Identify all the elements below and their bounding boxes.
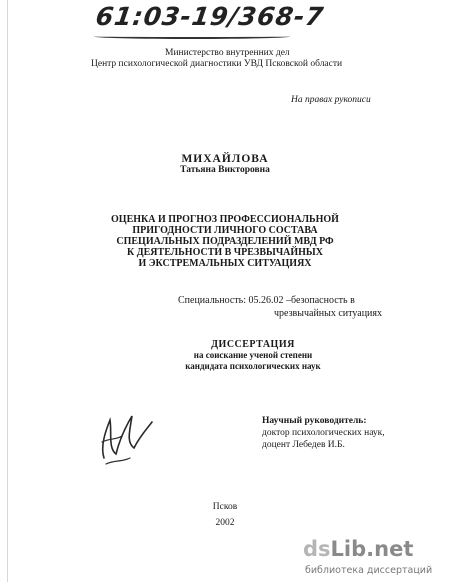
title-line: ОЦЕНКА И ПРОГНОЗ ПРОФЕССИОНАЛЬНОЙ [111,214,339,225]
rights-note: На правах рукописи [291,95,371,105]
watermark-subtitle: библиотека диссертаций [305,565,433,576]
year: 2002 [215,518,235,528]
dslib-watermark[interactable] [303,535,448,579]
watermark-logo-rest: Lib.net [330,537,414,561]
specialty-line-2: чрезвычайных ситуациях [274,308,383,319]
organization-line-2: Центр психологической диагностики УВД Псковской области [91,59,343,69]
degree-line-2: кандидата психологических наук [185,361,321,371]
author-name: Татьяна Викторовна [180,165,270,175]
city: Псков [212,502,238,512]
title-line: К ДЕЯТЕЛЬНОСТИ В ЧРЕЗВЫЧАЙНЫХ [127,247,323,258]
handwritten-signature [96,408,158,470]
scan-edge-line [7,0,8,582]
degree-line-1: на соискание ученой степени [193,350,313,360]
specialty-block [178,294,382,320]
watermark-logo [303,537,413,561]
advisor-line-1: доктор психологических наук, [262,428,385,438]
author-surname: МИХАЙЛОВА [181,153,269,165]
dissertation-block [178,339,328,372]
dissertation-title [0,214,450,269]
title-line: И ЭКСТРЕМАЛЬНЫХ СИТУАЦИЯХ [138,258,312,269]
organization-line-1: Министерство внутренних дел [165,48,290,58]
handwritten-underline [94,34,290,39]
dissertation-label: ДИССЕРТАЦИЯ [211,339,295,350]
handwritten-catalog-number: 61:03-19/368-7 [93,2,326,31]
advisor-block [262,415,385,451]
specialty-line-1: Специальность: 05.26.02 –безопасность в [178,295,355,306]
advisor-label: Научный руководитель: [262,416,367,426]
title-line: ПРИГОДНОСТИ ЛИЧНОГО СОСТАВА [132,225,318,236]
title-line: СПЕЦИАЛЬНЫХ ПОДРАЗДЕЛЕНИЙ МВД РФ [116,236,334,247]
advisor-line-2: доцент Лебедев И.Б. [262,440,345,450]
watermark-logo-ds: ds [303,537,331,561]
